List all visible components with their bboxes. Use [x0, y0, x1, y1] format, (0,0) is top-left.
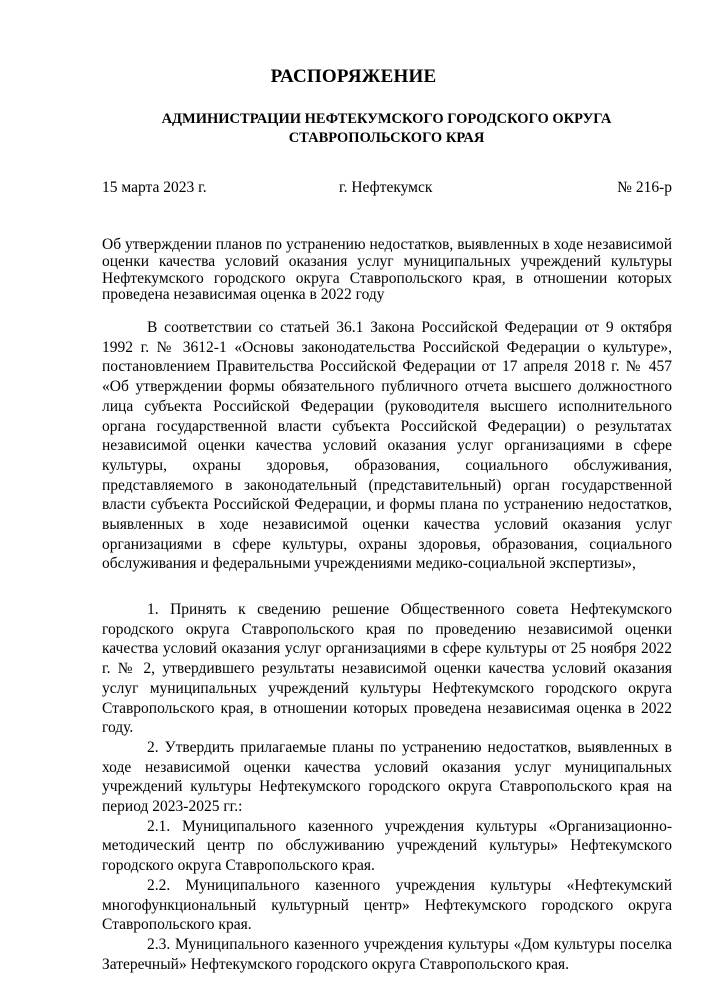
document-city: г. Нефтекумск: [339, 179, 433, 196]
clause-2-1: 2.1. Муниципального казенного учреждения культуры «Организационно-методический центр по обслуживанию учреждений культуры» Нефтекумского городского округа Ставропольского края.: [102, 817, 672, 875]
document-number: № 216-р: [617, 179, 672, 196]
issuer-block: [100, 110, 673, 148]
preamble-paragraph: В соответствии со статьей 36.1 Закона Российской Федерации от 9 октября 1992 г. № 3612-1 «Основы законодательства Российской Федерации о культуре», постановлением Правительства Российской Федерации от 17 апреля 2018 г. № 457 «Об утверждении формы обязательного публичного отчета высшего должностного лица субъекта Российской Федерации (руководителя высшего исполнительного органа государственной власти субъекта Российской Федерации) о результатах независимой оценки качества условий оказания услуг организациями в сфере культуры, охраны здоровья, образования, социального обслуживания, представляемого в законодательный (представительный) орган государственной власти субъекта Российской Федерации, и формы плана по устранению недостатков, выявленных в ходе независимой оценки качества условий оказания услуг организациями в сфере культуры, охраны здоровья, образования, социального обслуживания и федеральными учреждениями медико-социальной экспертизы»,: [102, 319, 672, 573]
issuer-line-1: АДМИНИСТРАЦИИ НЕФТЕКУМСКОГО ГОРОДСКОГО ОКРУГА: [161, 111, 612, 127]
clause-2-2: 2.2. Муниципального казенного учреждения культуры «Нефтекумский многофункциональный культурный центр» Нефтекумского городского округа Ставропольского края.: [102, 876, 672, 934]
clause-2: 2. Утвердить прилагаемые планы по устранению недостатков, выявленных в ходе независимой оценки качества условий оказания услуг муниципальных учреждений культуры Нефтекумского городского округа Ставропольского края на период 2023-2025 гг.:: [102, 738, 672, 816]
clauses-section: [102, 600, 672, 974]
clause-2-3: 2.3. Муниципального казенного учреждения культуры «Дом культуры поселка Затеречный» Нефтекумского городского округа Ставропольского края.: [102, 935, 672, 973]
preamble-section: [102, 318, 672, 574]
issuer-line-2: СТАВРОПОЛЬСКОГО КРАЯ: [288, 130, 485, 146]
clause-1: 1. Принять к сведению решение Общественного совета Нефтекумского городского округа Ставропольского края по проведению независимой оценки качества условий оказания услуг организациями в сфере культуры от 25 ноября 2022 г. № 2, утвердившего результаты независимой оценки качества условий оказания услуг муниципальных учреждений культуры Нефтекумского городского округа Ставропольского края, в отношении которых проведена независимая оценка в 2022 году.: [102, 601, 672, 737]
document-date: 15 марта 2023 г.: [102, 179, 207, 196]
document-subject: Об утверждении планов по устранению недостатков, выявленных в ходе независимой оценки качества условий оказания услуг муниципальных учреждений культуры Нефтекумского городского округа Ставропольского края, в отношении которых проведена независимая оценка в 2022 году: [102, 236, 672, 304]
document-title: РАСПОРЯЖЕНИЕ: [270, 66, 437, 87]
document-meta-row: [102, 179, 672, 201]
